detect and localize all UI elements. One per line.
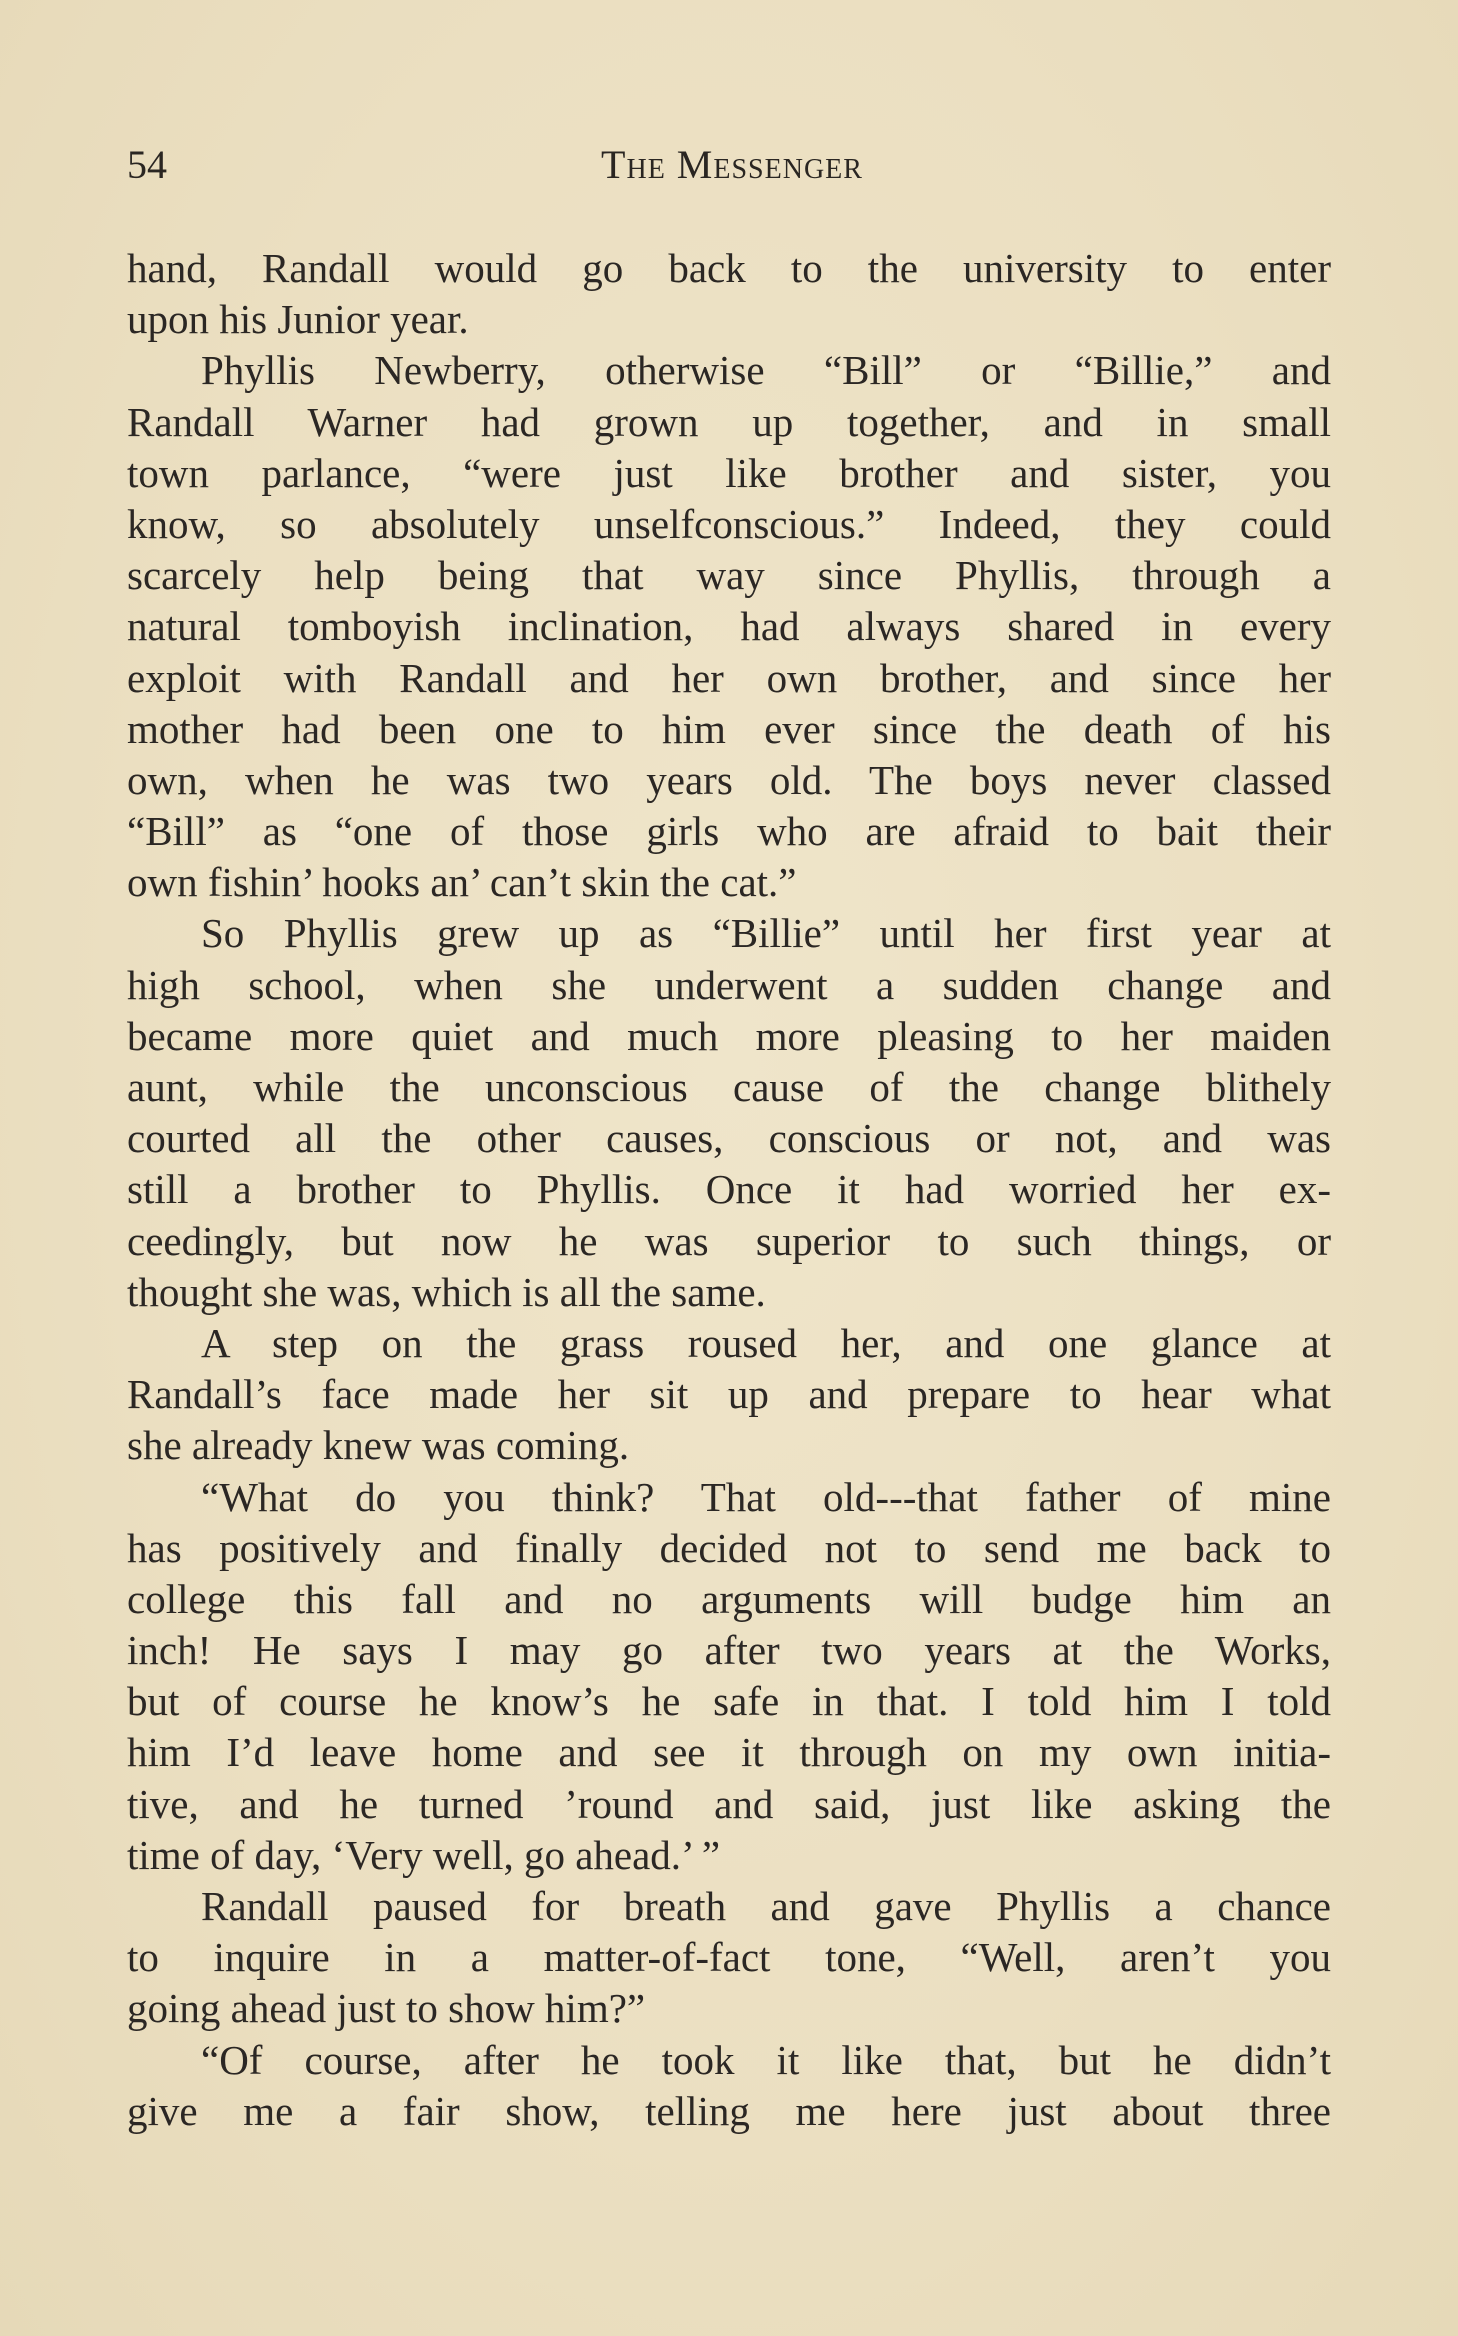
text-line: she already knew was coming. — [127, 1422, 630, 1469]
text-line: but of course he know’s he safe in that. I told him I told — [127, 1678, 1331, 1725]
text-line: time of day, ‘Very well, go ahead.’ ” — [127, 1831, 721, 1878]
text-line: to inquire in a matter-of-fact tone, “Well, aren’t you — [127, 1934, 1331, 1981]
text-line: give me a fair show, telling me here just about three — [127, 2087, 1331, 2134]
text-line: high school, when she underwent a sudden change and — [127, 961, 1331, 1008]
running-title: The Messenger — [601, 142, 863, 187]
text-line: own fishin’ hooks an’ can’t skin the cat.” — [127, 859, 797, 906]
text-line: became more quiet and much more pleasing to her maiden — [127, 1012, 1331, 1059]
text-line: courted all the other causes, conscious or not, and was — [127, 1115, 1331, 1162]
text-line: know, so absolutely unselfconscious.” Indeed, they could — [127, 500, 1331, 547]
text-line: has positively and finally decided not to send me back to — [127, 1524, 1331, 1571]
text-line: upon his Junior year. — [127, 296, 469, 343]
text-line: own, when he was two years old. The boys never classed — [127, 756, 1331, 803]
text-line: Randall Warner had grown up together, and in small — [127, 398, 1331, 445]
text-line: Randall’s face made her sit up and prepare to hear what — [127, 1371, 1331, 1418]
text-line: still a brother to Phyllis. Once it had worried her ex- — [127, 1166, 1331, 1213]
text-line: hand, Randall would go back to the university to enter — [127, 245, 1331, 291]
text-line: aunt, while the unconscious cause of the change blithely — [127, 1064, 1331, 1110]
text-line: scarcely help being that way since Phyllis, through a — [127, 552, 1331, 599]
text-line: mother had been one to him ever since the death of his — [127, 705, 1331, 752]
text-line: town parlance, “were just like brother and sister, you — [127, 449, 1331, 496]
text-line: “What do you think? That old---that father of mine — [201, 1473, 1331, 1520]
text-line: college this fall and no arguments will budge him an — [127, 1575, 1331, 1622]
text-line: ceedingly, but now he was superior to such things, or — [127, 1217, 1331, 1264]
text-line: thought she was, which is all the same. — [127, 1268, 766, 1315]
text-line: going ahead just to show him?” — [127, 1985, 646, 2032]
text-line: tive, and he turned ’round and said, just like asking the — [127, 1780, 1331, 1827]
text-line: natural tomboyish inclination, had always shared in every — [127, 603, 1331, 650]
page-header — [127, 135, 1337, 195]
body-text — [127, 243, 1331, 2137]
text-line: A step on the grass roused her, and one glance at — [201, 1319, 1331, 1366]
text-line: him I’d leave home and see it through on my own initia- — [127, 1729, 1331, 1776]
text-line: “Bill” as “one of those girls who are afraid to bait their — [127, 808, 1331, 855]
text-line: Randall paused for breath and gave Phyllis a chance — [201, 1883, 1331, 1929]
text-line: So Phyllis grew up as “Billie” until her first year at — [201, 910, 1331, 957]
text-line: exploit with Randall and her own brother, and since her — [127, 654, 1331, 701]
text-line: inch! He says I may go after two years at the Works, — [127, 1627, 1331, 1674]
text-line: Phyllis Newberry, otherwise “Bill” or “Billie,” and — [201, 347, 1331, 394]
page-number: 54 — [127, 142, 167, 187]
text-line: “Of course, after he took it like that, but he didn’t — [201, 2036, 1331, 2083]
